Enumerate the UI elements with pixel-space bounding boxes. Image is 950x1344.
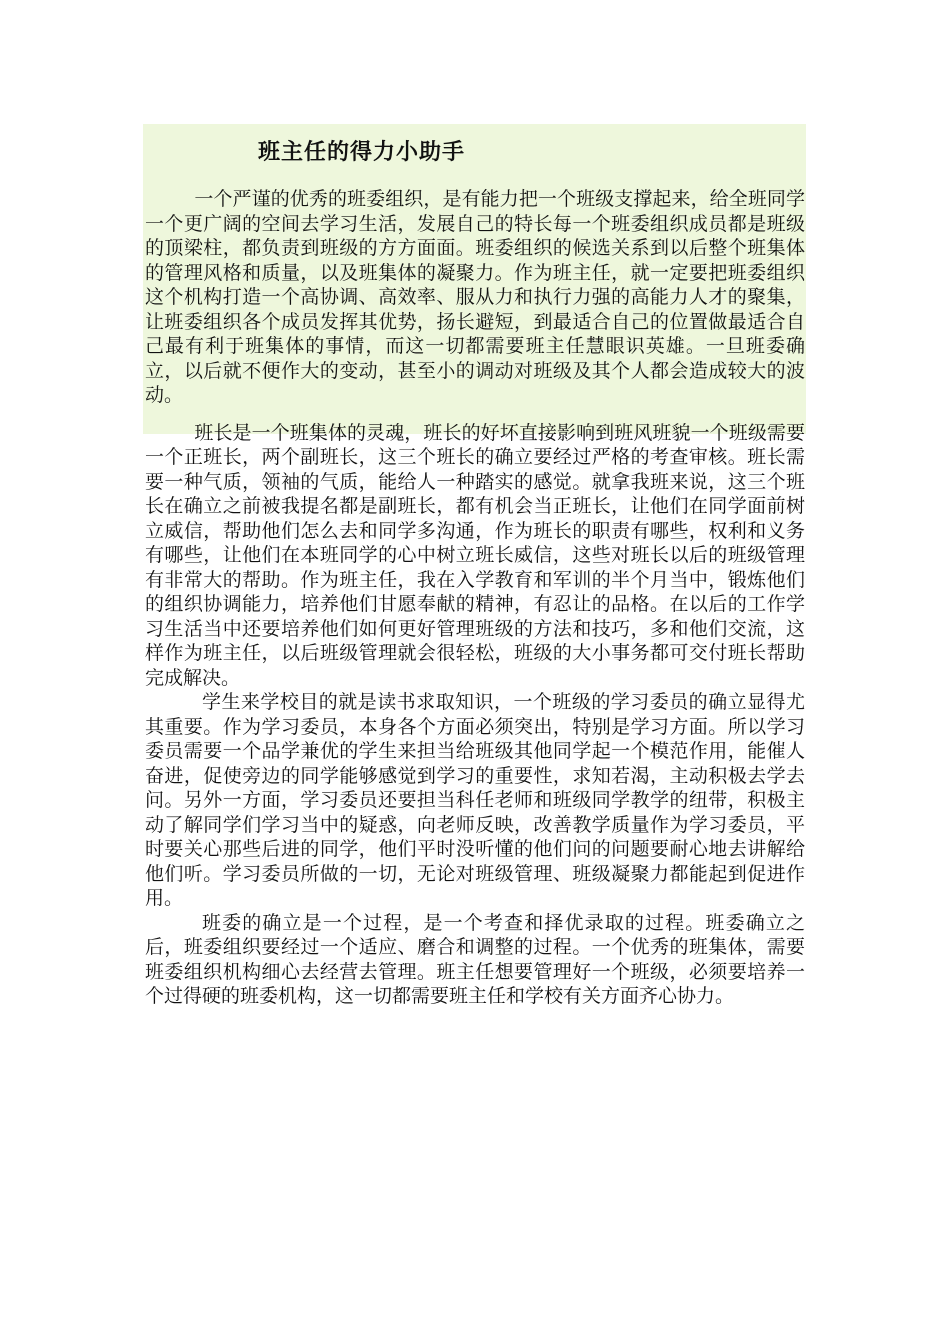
paragraph-class-committee: 一个严谨的优秀的班委组织，是有能力把一个班级支撑起来，给全班同学一个更广阔的空间去学习生活，发展自己的特长每一个班委组织成员都是班级的顶梁柱，都负责到班级的方方面面。班委组织的候选关系到以后整个班集体的管理风格和质量，以及班集体的凝聚力。作为班主任，就一定要把班委组织这个机构打造一个高协调、高效率、服从力和执行力强的高能力人才的聚集，让班委组织各个成员发挥其优势，扬长避短，到最适合自己的位置做最适合自己最有利于班集体的事情，而这一切都需要班主任慧眼识英雄。一旦班委确立，以后就不便作大的变动，甚至小的调动对班级及其个人都会造成较大的波动。 — [145, 188, 805, 406]
document-title: 班主任的得力小助手 — [258, 139, 466, 165]
paragraph-conclusion: 班委的确立是一个过程，是一个考查和择优录取的过程。班委确立之后，班委组织要经过一个适应、磨合和调整的过程。一个优秀的班集体，需要班委组织机构细心去经营去管理。班主任想要管理好一个班级，必须要培养一个过得硬的班委机构，这一切都需要班主任和学校有关方面齐心协力。 — [145, 911, 805, 1007]
paragraph-study-committee: 学生来学校目的就是读书求取知识，一个班级的学习委员的确立显得尤其重要。作为学习委员，本身各个方面必须突出，特别是学习方面。所以学习委员需要一个品学兼优的学生来担当给班级其他同学起一个模范作用，能催人奋进，促使旁边的同学能够感觉到学习的重要性，求知若渴，主动积极去学去问。另外一方面，学习委员还要担当科任老师和班级同学教学的纽带，积极主动了解同学们学习当中的疑惑，向老师反映，改善教学质量作为学习委员，平时要关心那些后进的同学，他们平时没听懂的他们问的问题要耐心地去讲解给他们听。学习委员所做的一切，无论对班级管理、班级凝聚力都能起到促进作用。 — [145, 691, 805, 909]
paragraph-class-monitor: 班长是一个班集体的灵魂，班长的好坏直接影响到班风班貌一个班级需要一个正班长，两个副班长，这三个班长的确立要经过严格的考查审核。班长需要一种气质，领袖的气质，能给人一种踏实的感觉。就拿我班来说，这三个班长在确立之前被我提名都是副班长，都有机会当正班长，让他们在同学面前树立威信，帮助他们怎么去和同学多沟通，作为班长的职责有哪些，权利和义务有哪些，让他们在本班同学的心中树立班长威信，这些对班长以后的班级管理有非常大的帮助。作为班主任，我在入学教育和军训的半个月当中，锻炼他们的组织协调能力，培养他们甘愿奉献的精神，有忍让的品格。在以后的工作学习生活当中还要培养他们如何更好管理班级的方法和技巧，多和他们交流，这样作为班主任，以后班级管理就会很轻松，班级的大小事务都可交付班长帮助完成解决。 — [145, 421, 805, 689]
document-content — [145, 137, 805, 1009]
